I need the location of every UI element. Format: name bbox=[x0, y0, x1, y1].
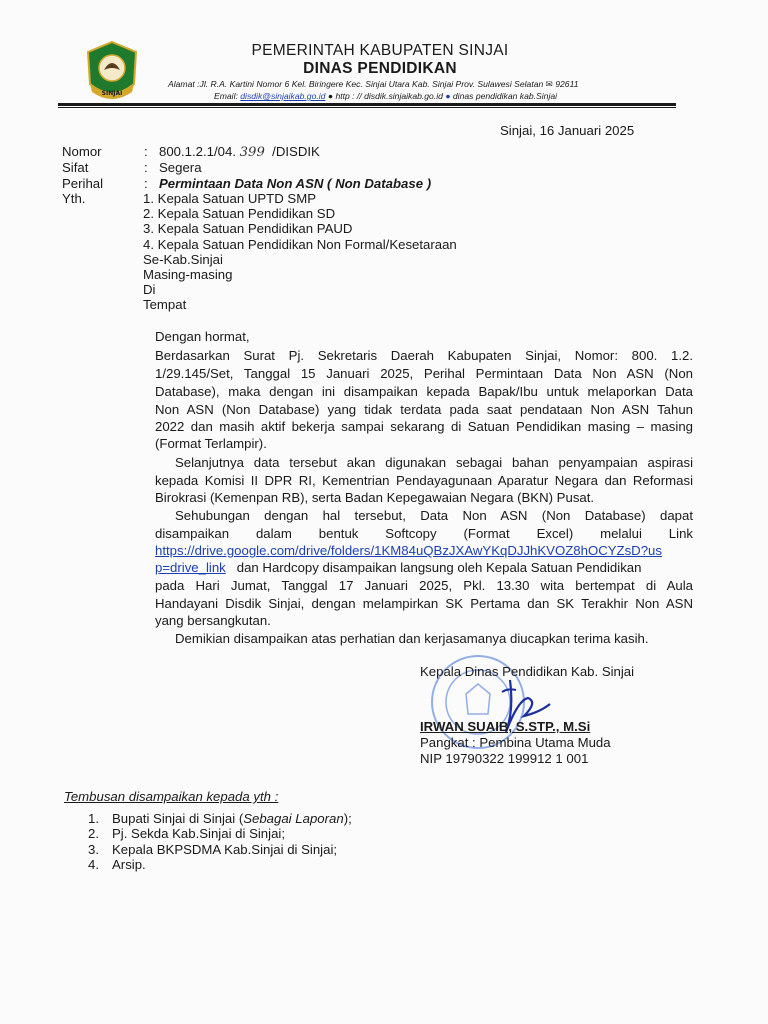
p3-line-4-text: dan Hardcopy disampaikan langsung oleh Kepala Satuan Pendidikan bbox=[236, 560, 642, 575]
contact-line bbox=[214, 91, 674, 101]
postal-code: 92611 bbox=[555, 79, 579, 89]
p1-line-1: Berdasarkan Surat Pj. Sekretaris Daerah Kabupaten Sinjai, Nomor: 800. 1.2. bbox=[155, 348, 693, 363]
cc-heading: Tembusan disampaikan kepada yth : bbox=[64, 789, 279, 804]
letterhead-rule-thin bbox=[58, 107, 676, 108]
p3-line-5: pada Hari Jumat, Tanggal 17 Januari 2025, Pkl. 13.30 wita bertempat di Aula bbox=[155, 578, 693, 593]
p1-line-5: 2022 dan masih aktif bekerja sampai sekarang di Satuan Pendidikan masing – masing bbox=[155, 419, 693, 434]
cc-item-1 bbox=[88, 811, 352, 826]
address-text: Alamat :Jl. R.A. Kartini Nomor 6 Kel. Biringere Kec. Sinjai Utara Kab. Sinjai Prov. Sulawesi Selatan bbox=[168, 79, 544, 89]
signatory-title: Kepala Dinas Pendidikan Kab. Sinjai bbox=[420, 664, 635, 679]
cc-item-2 bbox=[88, 826, 285, 841]
nomor-colon: : bbox=[144, 144, 148, 159]
government-name: PEMERINTAH KABUPATEN SINJAI bbox=[251, 42, 509, 59]
letterhead-rule-thick bbox=[58, 103, 676, 106]
signatory-name: IRWAN SUAIB, S.STP., M.Si bbox=[420, 719, 591, 734]
recipient-2: 2. Kepala Satuan Pendidikan SD bbox=[143, 206, 336, 221]
recipient-place: Tempat bbox=[143, 297, 187, 312]
facebook-icon: ● bbox=[445, 91, 451, 101]
sifat-colon: : bbox=[144, 160, 148, 175]
p1-line-4: Non ASN (Non Database) yang tidak terdata pada saat pendataan Non ASN Tahun bbox=[155, 402, 693, 417]
p2-line-1: Selanjutnya data tersebut akan digunakan sebagai bahan penyampaian aspirasi bbox=[175, 455, 693, 470]
logo-text: SINJAI bbox=[101, 90, 123, 97]
cc-item-4 bbox=[88, 857, 146, 872]
p3-line-1: Sehubungan dengan hal tersebut, Data Non ASN (Non Database) dapat bbox=[175, 508, 693, 523]
perihal-value: Permintaan Data Non ASN ( Non Database ) bbox=[159, 176, 432, 191]
perihal-colon: : bbox=[144, 176, 148, 191]
perihal-label: Perihal bbox=[62, 176, 104, 191]
p1-line-6: (Format Terlampir). bbox=[155, 436, 267, 451]
department-name: DINAS PENDIDIKAN bbox=[303, 60, 457, 77]
web-icon: ● bbox=[327, 91, 334, 101]
cc-text: Pj. Sekda Kab.Sinjai di Sinjai; bbox=[112, 826, 286, 841]
p1-line-2: 1/29.145/Set, Tanggal 15 Januari 2025, Perihal Permintaan Data Non ASN (Non bbox=[155, 366, 693, 381]
cc-italic: Sebagai Laporan bbox=[243, 811, 344, 826]
address-line bbox=[168, 79, 678, 90]
signatory-nip: NIP 19790322 199912 1 001 bbox=[420, 751, 589, 766]
p3-line-7: yang bersangkutan. bbox=[155, 613, 271, 628]
drive-link-part-2[interactable]: p=drive_link bbox=[155, 560, 226, 575]
cc-number: 2. bbox=[88, 826, 99, 841]
nomor-prefix: 800.1.2.1/04. bbox=[159, 144, 236, 159]
email-link[interactable]: disdik@sinjaikab.go.id bbox=[240, 91, 326, 101]
signatory-rank: Pangkat : Pembina Utama Muda bbox=[420, 735, 611, 750]
greeting: Dengan hormat, bbox=[155, 329, 250, 344]
sifat-value: Segera bbox=[159, 160, 202, 175]
letter-date: Sinjai, 16 Januari 2025 bbox=[500, 123, 635, 138]
recipient-4: 4. Kepala Satuan Pendidikan Non Formal/Kesetaraan bbox=[143, 237, 457, 252]
sifat-label: Sifat bbox=[62, 160, 89, 175]
nomor-handwritten: 399 bbox=[239, 145, 265, 160]
cc-number: 4. bbox=[88, 857, 99, 872]
cc-text: Kepala BKPSDMA Kab.Sinjai di Sinjai; bbox=[112, 842, 338, 857]
yth-label: Yth. bbox=[62, 191, 86, 206]
closing-line: Demikian disampaikan atas perhatian dan kerjasamanya diucapkan terima kasih. bbox=[175, 631, 649, 646]
p3-line-4 bbox=[155, 560, 693, 575]
nomor-suffix: /DISDIK bbox=[272, 144, 320, 159]
nomor-value bbox=[159, 144, 320, 160]
cc-number: 1. bbox=[88, 811, 99, 826]
p2-line-3: Birokrasi (Kemenpan RB), serta Badan Kepegawaian Negara (BKN) Pusat. bbox=[155, 490, 595, 505]
recipient-each: Masing-masing bbox=[143, 267, 233, 282]
social-text: dinas pendidikan kab.Sinjai bbox=[452, 91, 558, 101]
cc-end: ); bbox=[343, 811, 352, 826]
recipient-3: 3. Kepala Satuan Pendidikan PAUD bbox=[143, 221, 353, 236]
nomor-label: Nomor bbox=[62, 144, 102, 159]
cc-text: Arsip. bbox=[112, 857, 146, 872]
recipient-region: Se-Kab.Sinjai bbox=[143, 252, 223, 267]
mail-icon: ✉ bbox=[545, 79, 553, 89]
drive-link-part-1[interactable]: https://drive.google.com/drive/folders/1KM84uQBzJXAwYKqDJJhKVOZ8hOCYZsD?us bbox=[155, 543, 662, 558]
recipient-di: Di bbox=[143, 282, 156, 297]
cc-text: Bupati Sinjai di Sinjai ( bbox=[112, 811, 244, 826]
cc-item-3 bbox=[88, 842, 337, 857]
p2-line-2: kepada Komisi II DPR RI, Kementrian Pendayagunaan Aparatur Negara dan Reformasi bbox=[155, 473, 693, 488]
website-text: http : // disdik.sinjaikab.go.id bbox=[335, 91, 443, 101]
p3-line-6: Handayani Disdik Sinjai, dengan melampirkan SK Pertama dan SK Terakhir Non ASN bbox=[155, 596, 693, 611]
recipient-1: 1. Kepala Satuan UPTD SMP bbox=[143, 191, 316, 206]
email-label: Email: bbox=[214, 91, 238, 101]
p1-line-3: Database), maka dengan ini disampaikan kepada Bapak/Ibu untuk melaporkan Data bbox=[155, 384, 693, 399]
regency-logo bbox=[84, 40, 140, 106]
cc-number: 3. bbox=[88, 842, 99, 857]
p3-line-2: disampaikan dalam bentuk Softcopy (Format Excel) melalui Link bbox=[155, 526, 693, 541]
